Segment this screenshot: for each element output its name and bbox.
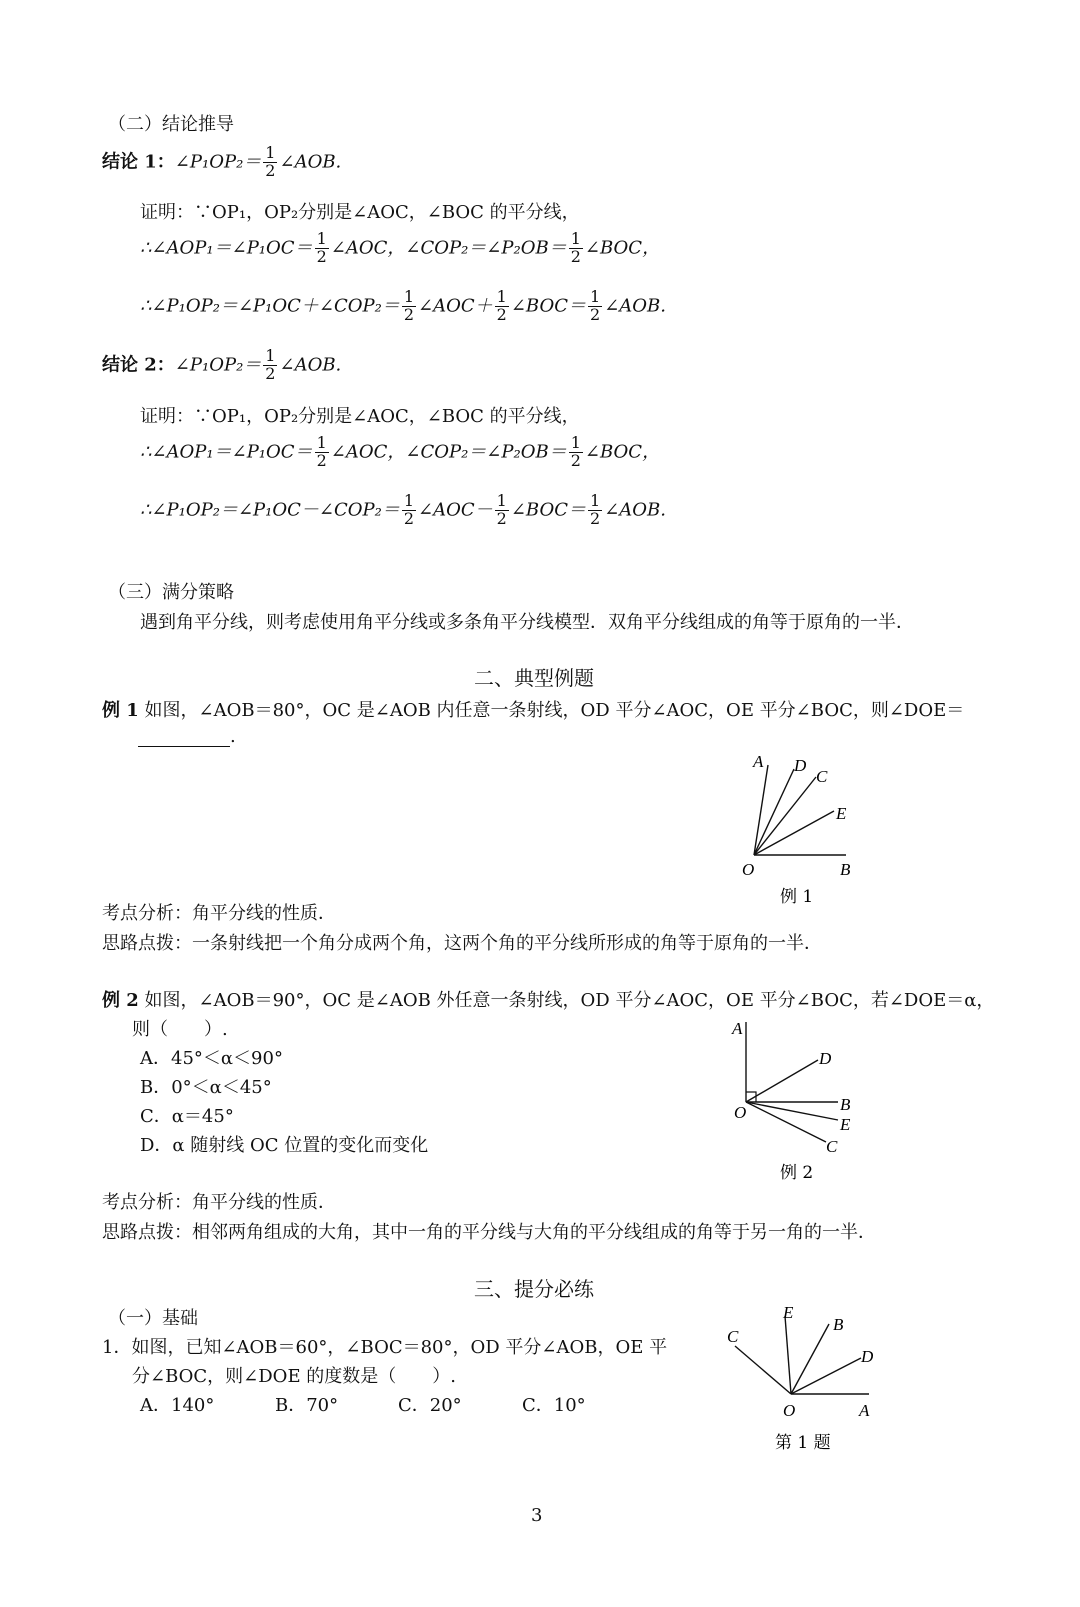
example-2-option-c: C．α＝45°: [140, 1106, 234, 1127]
example-1-hint: 思路点拨：一条射线把一个角分成两个角，这两个角的平分线所形成的角等于原角的一半．: [102, 933, 822, 954]
question-1-line1: 1．如图，已知∠AOB＝60°，∠BOC＝80°，OD 平分∠AOB，OE 平: [102, 1337, 668, 1358]
label-E: E: [840, 1115, 851, 1134]
label-B: B: [833, 1315, 844, 1334]
example-2-figure: [720, 1018, 870, 1193]
conclusion-1-pre: ∠P₁OP₂＝: [174, 151, 262, 173]
example-1-diagram: [730, 745, 870, 910]
question-1-line2: 分∠BOC，则∠DOE 的度数是（ ）.: [132, 1366, 457, 1387]
example-1-answer-line: .: [138, 726, 236, 747]
example-2-hint: 思路点拨：相邻两角组成的大角，其中一角的平分线与大角的平分线组成的角等于另一角的一半．: [102, 1222, 876, 1243]
label-E: E: [836, 804, 847, 823]
page-number: 3: [531, 1505, 543, 1526]
conclusion-1-step1: ∴∠AOP₁＝∠P₁OC＝ $\frac{1}{2}$ ∠AOC，∠COP₂＝∠P₂OB＝ $\frac{1}{2}$ ∠BOC，: [140, 229, 661, 266]
label-A: A: [753, 752, 764, 771]
conclusion-2-step1: ∴∠AOP₁＝∠P₁OC＝ $\frac{1}{2}$ ∠AOC，∠COP₂＝∠P₂OB＝ $\frac{1}{2}$ ∠BOC，: [140, 433, 661, 470]
example-2-option-b: B．0°＜α＜45°: [140, 1077, 272, 1098]
example-2-label: 例 2: [102, 990, 139, 1011]
ray-OE: [746, 1102, 838, 1120]
label-D: D: [819, 1049, 832, 1068]
question-1-option-d: C．10°: [522, 1395, 586, 1416]
label-A: A: [732, 1019, 743, 1038]
label-C: C: [826, 1137, 838, 1156]
example-1-label: 例 1: [102, 700, 139, 721]
example-1-figure: [730, 745, 870, 915]
conclusion-1-proof: 证明：∵OP₁，OP₂分别是∠AOC，∠BOC 的平分线，: [140, 202, 580, 223]
fraction: $\frac{1}{2}$: [265, 143, 276, 180]
label-O: O: [742, 860, 755, 879]
question-1-figure: [715, 1300, 895, 1465]
label-A: A: [859, 1401, 870, 1420]
example-2: [102, 986, 994, 1012]
label-B: B: [840, 860, 851, 879]
label-O: O: [734, 1103, 747, 1122]
label-O: O: [783, 1401, 796, 1420]
conclusion-1-label: 结论 1：: [102, 151, 175, 173]
example-1-analysis: 考点分析：角平分线的性质．: [102, 903, 336, 924]
example-2-option-d: D．α 随射线 OC 位置的变化而变化: [140, 1135, 429, 1156]
ray-OC: [746, 1102, 826, 1142]
example-2-text: 如图，∠AOB＝90°，OC 是∠AOB 外任意一条射线，OD 平分∠AOC，OE 平分∠BOC，若∠DOE＝α，: [144, 990, 995, 1011]
example-1: [102, 696, 964, 722]
example-2-analysis: 考点分析：角平分线的性质．: [102, 1192, 336, 1213]
label-B: B: [840, 1095, 851, 1114]
question-1-diagram: [715, 1300, 895, 1460]
example-2-caption: 例 2: [780, 1163, 814, 1183]
conclusion-1-post: ∠AOB.: [279, 151, 342, 173]
label-D: D: [794, 756, 807, 775]
conclusion-1-step2: ∴∠P₁OP₂＝∠P₁OC＋∠COP₂＝ $\frac{1}{2}$ ∠AOC＋ $\frac{1}{2}$ ∠BOC＝ $\frac{1}{2}$ ∠AOB.: [140, 287, 666, 324]
example-1-caption: 例 1: [780, 887, 814, 907]
ray-OC: [735, 1346, 791, 1394]
example-1-text: 如图，∠AOB＝80°，OC 是∠AOB 内任意一条射线，OD 平分∠AOC，OE 平分∠BOC，则∠DOE＝: [144, 700, 965, 721]
strategy-text: 遇到角平分线，则考虑使用角平分线或多条角平分线模型．双角平分线组成的角等于原角的一半．: [140, 612, 914, 633]
conclusion-2-proof: 证明：∵OP₁，OP₂分别是∠AOC，∠BOC 的平分线，: [140, 406, 580, 427]
label-C: C: [816, 767, 828, 786]
example-2-option-a: A．45°＜α＜90°: [140, 1048, 283, 1069]
conclusion-1: [102, 145, 341, 180]
ray-OE: [754, 811, 834, 855]
conclusion-2-step2: ∴∠P₁OP₂＝∠P₁OC－∠COP₂＝ $\frac{1}{2}$ ∠AOC－ $\frac{1}{2}$ ∠BOC＝ $\frac{1}{2}$ ∠AOB.: [140, 491, 666, 528]
section-derivation: （二）结论推导: [108, 114, 234, 135]
section-strategy: （三）满分策略: [108, 582, 234, 603]
answer-blank: [138, 728, 230, 747]
label-C: C: [727, 1327, 739, 1346]
question-1-option-b: B．70°: [275, 1395, 339, 1416]
section-examples: 二、典型例题: [474, 666, 594, 690]
question-1-option-c: C．20°: [398, 1395, 462, 1416]
section-basic: （一）基础: [108, 1308, 198, 1329]
question-1-option-a: A．140°: [140, 1395, 215, 1416]
label-D: D: [861, 1347, 874, 1366]
section-practice: 三、提分必练: [474, 1277, 594, 1301]
example-2-then: 则（ ）.: [132, 1019, 228, 1040]
ray-OE: [785, 1316, 791, 1394]
conclusion-2: 结论 2：∠P₁OP₂＝ $\frac{1}{2}$ ∠AOB.: [102, 346, 342, 383]
conclusion-2-label: 结论 2：: [102, 354, 175, 376]
example-2-diagram: [720, 1018, 870, 1188]
question-1-caption: 第 1 题: [775, 1433, 831, 1453]
label-E: E: [783, 1303, 794, 1322]
ray-OD: [746, 1060, 818, 1102]
